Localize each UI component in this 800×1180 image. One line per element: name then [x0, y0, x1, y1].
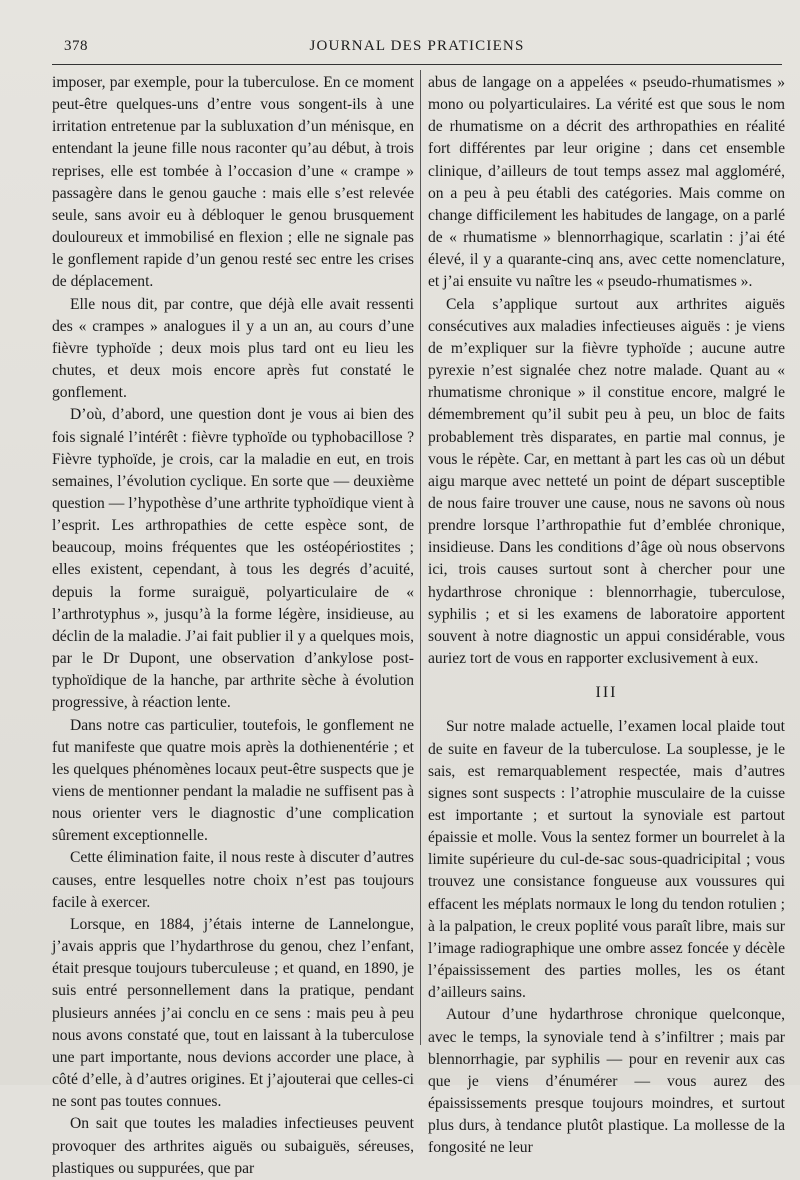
- section-heading: III: [595, 684, 618, 702]
- paragraph: Dans notre cas particulier, toutefois, le gonflement ne fut manifeste que quatre mois après la dothienentérie ; et les quelques phénomènes locaux peut-être suspects que je viens de mentionner pendant la maladie ne suffisent pas à nous orienter vers le diagnostic d’une complication sûrement exceptionnelle.: [52, 716, 414, 845]
- paragraph: Autour d’une hydarthrose chronique quelconque, avec le temps, la synoviale tend à s’infiltrer ; mais par blennorrhagie, par syphilis — pour en revenir aux cas que je viens d’énumérer — vous aurez des épaississements presque toujours moindres, et surtout plus durs, à tendance plutôt plastique. La mollesse de la fongosité ne leur: [428, 1006, 785, 1157]
- column-divider: [420, 70, 421, 1045]
- right-column: [428, 72, 785, 1160]
- paragraph: Cette élimination faite, il nous reste à discuter d’autres causes, entre lesquelles notre choix n’est pas toujours facile à exercer.: [52, 849, 414, 911]
- paragraph: imposer, par exemple, pour la tuberculose. En ce moment peut-être quelques-uns d’entre vous songent-ils à une irritation entretenue par la subluxation d’un ménisque, en entendant la jeune fille nous raconter qu’au début, à trois reprises, elle est tombée à l’occasion d’une « crampe » passagère dans le genou gauche : mais elle s’est relevée seule, sans avoir eu à débloquer le genou brusquement douloureux et immobilisé en flexion ; elle ne signale pas le gonflement rapide d’un genou resté sec entre les crises de déplacement.: [52, 74, 414, 291]
- paragraph: Sur notre malade actuelle, l’examen local plaide tout de suite en faveur de la tuberculose. La souplesse, je le sais, est remarquablement respectée, mais d’autres signes sont suspects : l’atrophie musculaire de la cuisse est importante ; et surtout la synoviale est partout épaissie et molle. Vous la sentez former un bourrelet à la limite supérieure du cul-de-sac sous-quadricipital ; vous trouvez une consistance fongueuse aux voussures qui effacent les méplats normaux le long du tendon rotulien ; à la palpation, le creux poplité vous paraît libre, mais sur l’image radiographique une ombre assez foncée y décèle l’épaississement des parties molles, les os étant d’ailleurs sains.: [428, 718, 785, 1002]
- paragraph: Cela s’applique surtout aux arthrites aiguës consécutives aux maladies infectieuses aiguës : je viens de m’expliquer sur la fièvre typhoïde ; aucune autre pyrexie n’est signalée chez notre malade. Quant au « rhumatisme chronique » il constitue encore, malgré le démembrement qu’il subit peu à peu, un bloc de faits probablement très disparates, en partie mal connus, je vous le répète. Car, en mettant à part les cas où un début aigu marque avec netteté un point de départ susceptible de nous faire trouver une cause, nous ne savons où nous prendre lorsque l’arthropathie fut d’emblée chronique, insidieuse. Dans les conditions d’âge où nous observons ici, trois causes surtout sont à chercher pour une hydarthrose chronique : blennorrhagie, tuberculose, syphilis ; et si les examens de laboratoire apportent souvent à notre diagnostic un appui considérable, vous auriez tort de vous en rapporter exclusivement à eux.: [428, 295, 785, 668]
- page-number: 378: [64, 38, 88, 54]
- paragraph: Elle nous dit, par contre, que déjà elle avait ressenti des « crampes » analogues il y a un an, au cours d’une fièvre typhoïde ; deux mois plus tard ont eu lieu les chutes, et deux mois encore après fut constaté le gonflement.: [52, 295, 414, 402]
- paragraph: D’où, d’abord, une question dont je vous ai bien des fois signalé l’intérêt : fièvre typhoïde ou typhobacillose ? Fièvre typhoïde, je crois, car la maladie en eut, en trois semaines, l’évolution cyclique. En sorte que — deuxième question — l’hypothèse d’une arthrite typhoïdique vient à l’esprit. Les arthropathies de cette espèce sont, de beaucoup, moins fréquentes que les ostéopériostites ; elles existent, cependant, à tous les degrés d’acuité, depuis la forme suraiguë, polyarticulaire de « l’arthrotyphus », jusqu’à la forme légère, insidieuse, au déclin de la maladie. J’ai fait publier il y a quelques mois, par le Dr Dupont, une observation d’ankylose post-typhoïdique de la hanche, par arthrite sèche à évolution progressive, à réaction lente.: [52, 406, 414, 712]
- paragraph: abus de langage on a appelées « pseudo-rhumatismes » mono ou polyarticulaires. La vérité est que sous le nom de rhumatisme on a décrit des arthropathies en réalité fort différentes par leur origine ; dans cet ensemble clinique, d’ailleurs de tout temps assez mal aggloméré, on a peu à peu établi des catégories. Mais comme on change difficilement les habitudes de langage, on a parlé de « rhumatisme » blennorrhagique, scarlatin : j’ai été élevé, il y a quarante-cinq ans, avec cette nomenclature, et j’ai ensuite vu naître les « pseudo-rhumatismes ».: [428, 74, 785, 291]
- page-header: [52, 38, 782, 62]
- paragraph: Lorsque, en 1884, j’étais interne de Lannelongue, j’avais appris que l’hydarthrose du genou, chez l’enfant, était presque toujours tuberculeuse ; et quand, en 1890, je suis entré personnellement dans la pratique, pendant plusieurs années j’ai conclu en ce sens : mais peu à peu nous avons constaté que, tout en laissant à la tuberculose une part importante, nous devions accorder une place, à côté d’elle, à d’autres origines. Et j’ajouterai que celles-ci ne sont pas toutes connues.: [52, 915, 414, 1111]
- left-column: [52, 72, 414, 1180]
- header-rule: [52, 64, 782, 65]
- paragraph: On sait que toutes les maladies infectieuses peuvent provoquer des arthrites aiguës ou subaiguës, séreuses, plastiques ou suppurées, que par: [52, 1115, 414, 1177]
- running-title: JOURNAL DES PRATICIENS: [309, 38, 525, 54]
